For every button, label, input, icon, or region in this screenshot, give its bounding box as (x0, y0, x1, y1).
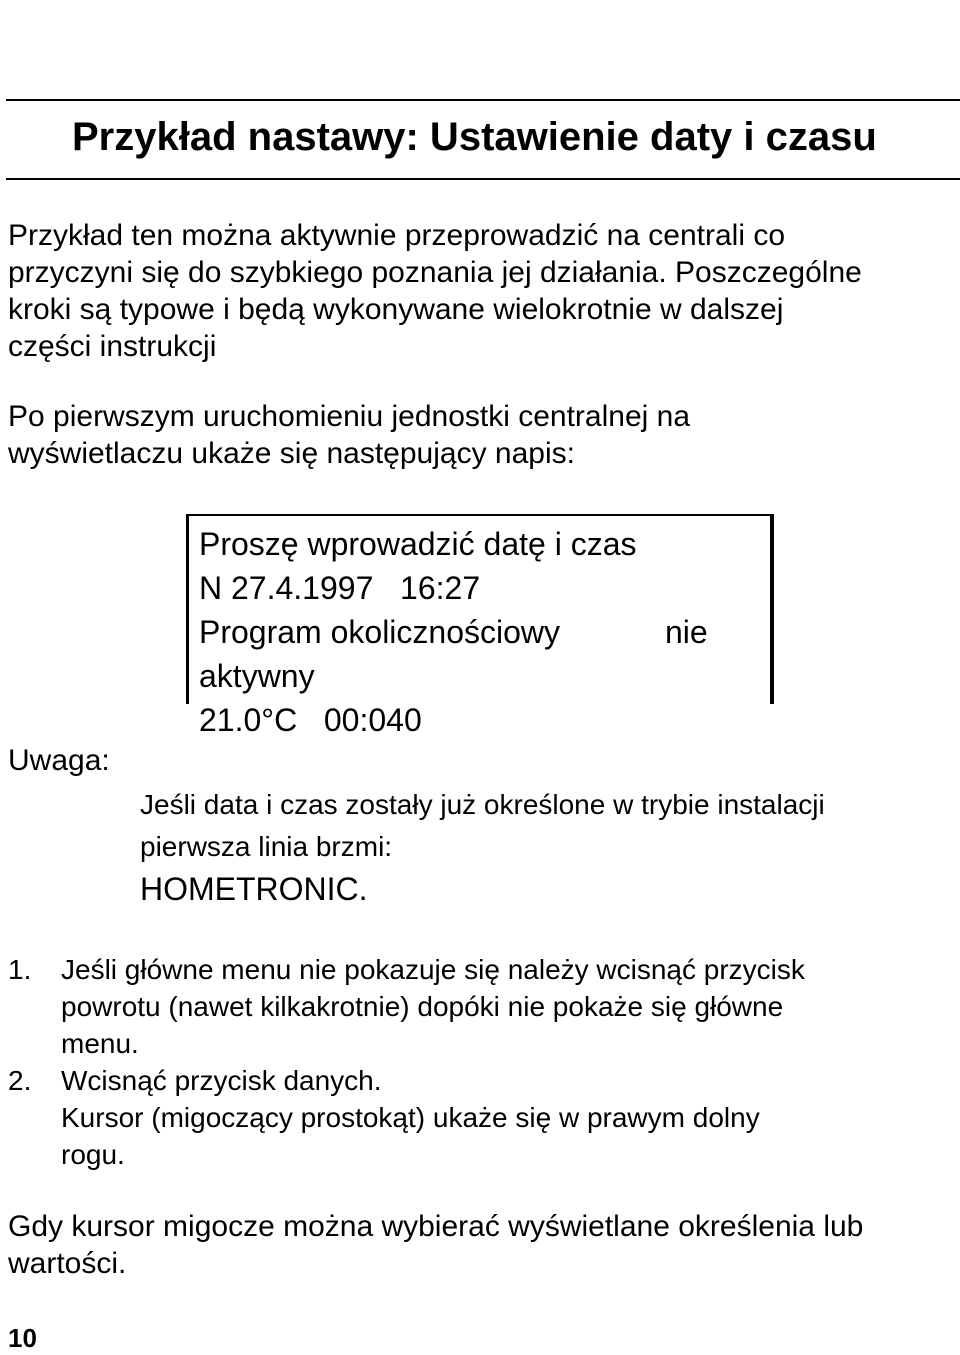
intro-line: Przykład ten można aktywnie przeprowadzić na centrali co (8, 219, 786, 252)
startup-line: wyświetlaczu ukaże się następujący napis: (8, 437, 575, 470)
list-item (8, 1062, 953, 1173)
display-line-3-left: Program okolicznościowy (199, 614, 561, 650)
intro-line: przyczyni się do szybkiego poznania jej działania. Poszczególne (8, 256, 862, 289)
display-line-3 (199, 610, 770, 654)
step-line: Jeśli główne menu nie pokazuje się należy wcisnąć przycisk (61, 954, 805, 985)
startup-paragraph (8, 398, 953, 472)
closing-line: wartości. (8, 1247, 127, 1280)
display-line-4: aktywny (199, 658, 315, 694)
closing-line: Gdy kursor migocze można wybierać wyświetlane określenia lub (8, 1210, 864, 1243)
intro-line: części instrukcji (8, 330, 217, 363)
step-line: rogu. (61, 1139, 125, 1170)
steps-list (8, 951, 953, 1173)
note-label: Uwaga: (8, 744, 110, 777)
display-line-1: Proszę wprowadzić datę i czas (199, 526, 637, 562)
page-number: 10 (8, 1323, 37, 1353)
step-number: 1. (8, 954, 32, 985)
step-number: 2. (8, 1065, 32, 1096)
display-line-5-partial: 21.0°C 00:040 (199, 702, 422, 738)
list-item (8, 951, 953, 1062)
display-screen (186, 514, 774, 738)
intro-paragraph (8, 217, 953, 365)
top-rule (6, 99, 960, 101)
step-line: powrotu (nawet kilkakrotnie) dopóki nie pokaże się główne (61, 991, 784, 1022)
page-title: Przykład nastawy: Ustawienie daty i czasu (72, 115, 877, 159)
step-line: menu. (61, 1028, 139, 1059)
step-line: Kursor (migoczący prostokąt) ukaże się w prawym dolny (61, 1102, 760, 1133)
title-rule (6, 178, 960, 180)
note-text (140, 784, 955, 910)
step-line: Wcisnąć przycisk danych. (61, 1065, 382, 1096)
display-line-3-right: nie (665, 614, 708, 650)
display-line-2: N 27.4.1997 16:27 (199, 570, 481, 606)
note-line: pierwsza linia brzmi: (140, 831, 393, 862)
note-value: HOMETRONIC. (140, 871, 368, 907)
intro-line: kroki są typowe i będą wykonywane wielokrotnie w dalszej (8, 293, 784, 326)
note-line: Jeśli data i czas zostały już określone w trybie instalacji (140, 789, 825, 820)
closing-paragraph (8, 1208, 953, 1282)
startup-line: Po pierwszym uruchomieniu jednostki centralnej na (8, 400, 691, 433)
